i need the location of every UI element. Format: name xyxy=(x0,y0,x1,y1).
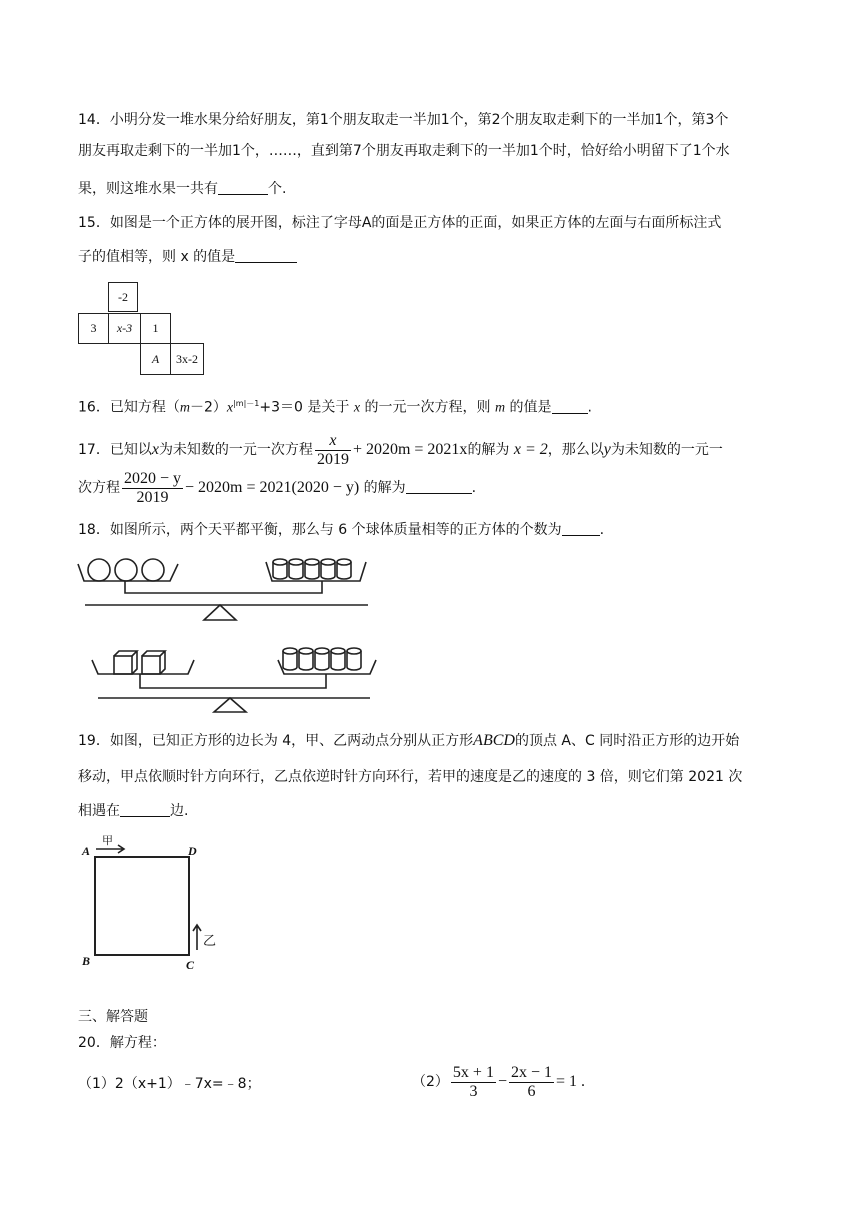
q20-part1: （1）2（x+1）﹣7x=﹣8； xyxy=(78,1076,261,1092)
balance-scale-1 xyxy=(78,559,368,620)
point-yi-label: 乙 xyxy=(203,934,217,949)
cylinder-icon xyxy=(305,559,319,579)
q15-line1: 15．如图是一个正方体的展开图，标注了字母A的面是正方体的正面，如果正方体的左面与右面所标注式 xyxy=(78,215,722,231)
answer-blank xyxy=(218,180,268,195)
q14-line2: 朋友再取走剩下的一半加1个，……，直到第7个朋友再取走剩下的一半加1个时，恰好给小明留下了1个水 xyxy=(78,143,730,159)
minus-sign: − xyxy=(497,1073,507,1090)
q15-text: 子的值相等，则 x 的值是 xyxy=(78,249,236,265)
q16-var-m2: m xyxy=(494,400,506,416)
q16-text-a: 16．已知方程（ xyxy=(78,399,180,416)
q20-title: 20．解方程： xyxy=(78,1035,166,1051)
cube-icon xyxy=(114,651,137,674)
sphere-icon xyxy=(142,559,164,581)
answer-blank xyxy=(562,521,600,536)
net-front-face: A xyxy=(140,343,171,375)
fraction-denominator: 6 xyxy=(527,1082,536,1100)
cylinder-icon xyxy=(283,648,297,670)
q18-line xyxy=(78,519,604,541)
q17-line2 xyxy=(78,466,476,510)
cylinder-icon xyxy=(273,559,287,579)
vertex-b-label: B xyxy=(82,954,91,968)
q18-text-end: . xyxy=(599,522,605,538)
q19-line2: 移动，甲点依顺时针方向环行，乙点依逆时针方向环行，若甲的速度是乙的速度的 3 倍，则它们第 2021 次 xyxy=(78,769,743,785)
q14-text-end: 个. xyxy=(268,181,287,197)
cylinder-icon xyxy=(289,559,303,579)
q17-text-f: 次方程 xyxy=(78,480,120,496)
cylinder-icon xyxy=(315,648,329,670)
q16-text-e: 的值是 xyxy=(509,399,552,416)
q16-exponent: |m|－1 xyxy=(233,399,260,408)
point-jia-label: 甲 xyxy=(102,834,113,847)
fraction-numerator: 2020 − y xyxy=(124,469,182,487)
q16-var-x2: x xyxy=(353,400,361,416)
q16-text-b: －2） xyxy=(189,399,227,416)
q19-text-b: 的顶点 A、C 同时沿正方形的边开始 xyxy=(514,733,740,749)
fraction-numerator: 2x − 1 xyxy=(510,1063,553,1081)
vertex-c-label: C xyxy=(186,958,195,972)
fraction-numerator: x xyxy=(315,432,351,451)
q17-equation-1: + 2020m = 2021x xyxy=(352,441,468,458)
net-top-face: -2 xyxy=(108,282,138,312)
cylinder-icon xyxy=(347,648,361,670)
q17-fraction-1 xyxy=(315,432,351,469)
arrow-right-icon xyxy=(94,844,130,854)
q15-line2 xyxy=(78,246,297,268)
square-abcd-figure xyxy=(78,830,228,975)
q19-line3 xyxy=(78,800,188,822)
q16-var-m: m xyxy=(179,400,190,416)
fraction-numerator: 5x + 1 xyxy=(452,1063,494,1081)
sphere-icon xyxy=(115,559,137,581)
vertex-a-label: A xyxy=(82,844,91,858)
q14-line1: 14．小明分发一堆水果分给好朋友，第1个朋友取走一半加1个，第2个朋友取走剩下的一半加1个，第3个 xyxy=(78,112,729,128)
q19-square-name: ABCD xyxy=(473,732,515,749)
q17-text-d: ，那么以 xyxy=(547,442,604,458)
q17-text-h: . xyxy=(471,480,477,496)
vertex-d-label: D xyxy=(188,844,197,858)
fraction-denominator: 2019 xyxy=(316,450,349,468)
q17-text-a: 17．已知以 xyxy=(78,442,152,458)
q17-var-y: y xyxy=(603,441,611,458)
q16-text-c: +3＝0 是关于 xyxy=(259,399,350,416)
answer-blank xyxy=(406,479,472,494)
q16-var-x: x xyxy=(226,400,234,416)
answer-blank xyxy=(120,802,170,817)
q18-text: 18．如图所示，两个天平都平衡，那么与 6 个球体质量相等的正方体的个数为 xyxy=(78,522,562,538)
q20-fraction-2 xyxy=(509,1064,554,1101)
cylinder-icon xyxy=(321,559,335,579)
q16-text-f: . xyxy=(587,399,592,416)
answer-blank xyxy=(552,399,588,414)
q16-line xyxy=(78,393,592,420)
fraction-denominator: 2019 xyxy=(136,488,169,506)
cylinder-icon xyxy=(331,648,345,670)
cylinder-icon xyxy=(337,559,351,579)
q17-text-c: 的解为 xyxy=(467,442,510,458)
q14-text: 果，则这堆水果一共有 xyxy=(78,181,218,197)
sphere-icon xyxy=(88,559,110,581)
q17-text-b: 为未知数的一元一次方程 xyxy=(158,442,313,458)
q20-part2-label: （2） xyxy=(412,1074,449,1090)
q17-equation-2: − 2020m = 2021(2020 − y) xyxy=(185,479,360,496)
q17-var-x: x xyxy=(151,441,159,458)
answer-blank xyxy=(235,248,297,263)
net-center-face: x-3 xyxy=(108,313,141,344)
cube-net-figure xyxy=(78,282,206,376)
q20-rhs: = 1 . xyxy=(556,1073,586,1090)
q17-text-g: 的解为 xyxy=(363,480,406,496)
net-bottom-right-face: 3x-2 xyxy=(170,343,204,375)
q19-text-a: 19．如图，已知正方形的边长为 4，甲、乙两动点分别从正方形 xyxy=(78,733,474,749)
q20-fraction-1 xyxy=(451,1064,496,1101)
square-shape xyxy=(94,856,190,956)
q19-text-d: 边. xyxy=(170,803,189,819)
arrow-up-icon xyxy=(192,922,202,952)
balance-scales-figure xyxy=(70,548,390,718)
q17-solution: x = 2 xyxy=(513,441,548,458)
q17-fraction-2 xyxy=(122,470,183,507)
balance-scale-2 xyxy=(92,648,376,712)
section-heading: 三、解答题 xyxy=(78,1009,148,1025)
cylinder-icon xyxy=(299,648,313,670)
q16-text-d: 的一元一次方程，则 xyxy=(364,399,491,416)
q17-text-e: 为未知数的一元一 xyxy=(610,442,723,458)
q19-line1 xyxy=(78,730,739,752)
q14-line3 xyxy=(78,178,286,200)
net-right-face: 1 xyxy=(140,313,171,344)
q19-text-c: 相遇在 xyxy=(78,803,120,819)
fraction-denominator: 3 xyxy=(469,1082,478,1100)
q20-part2 xyxy=(412,1060,585,1104)
cube-icon xyxy=(142,651,165,674)
net-left-face: 3 xyxy=(78,313,109,344)
